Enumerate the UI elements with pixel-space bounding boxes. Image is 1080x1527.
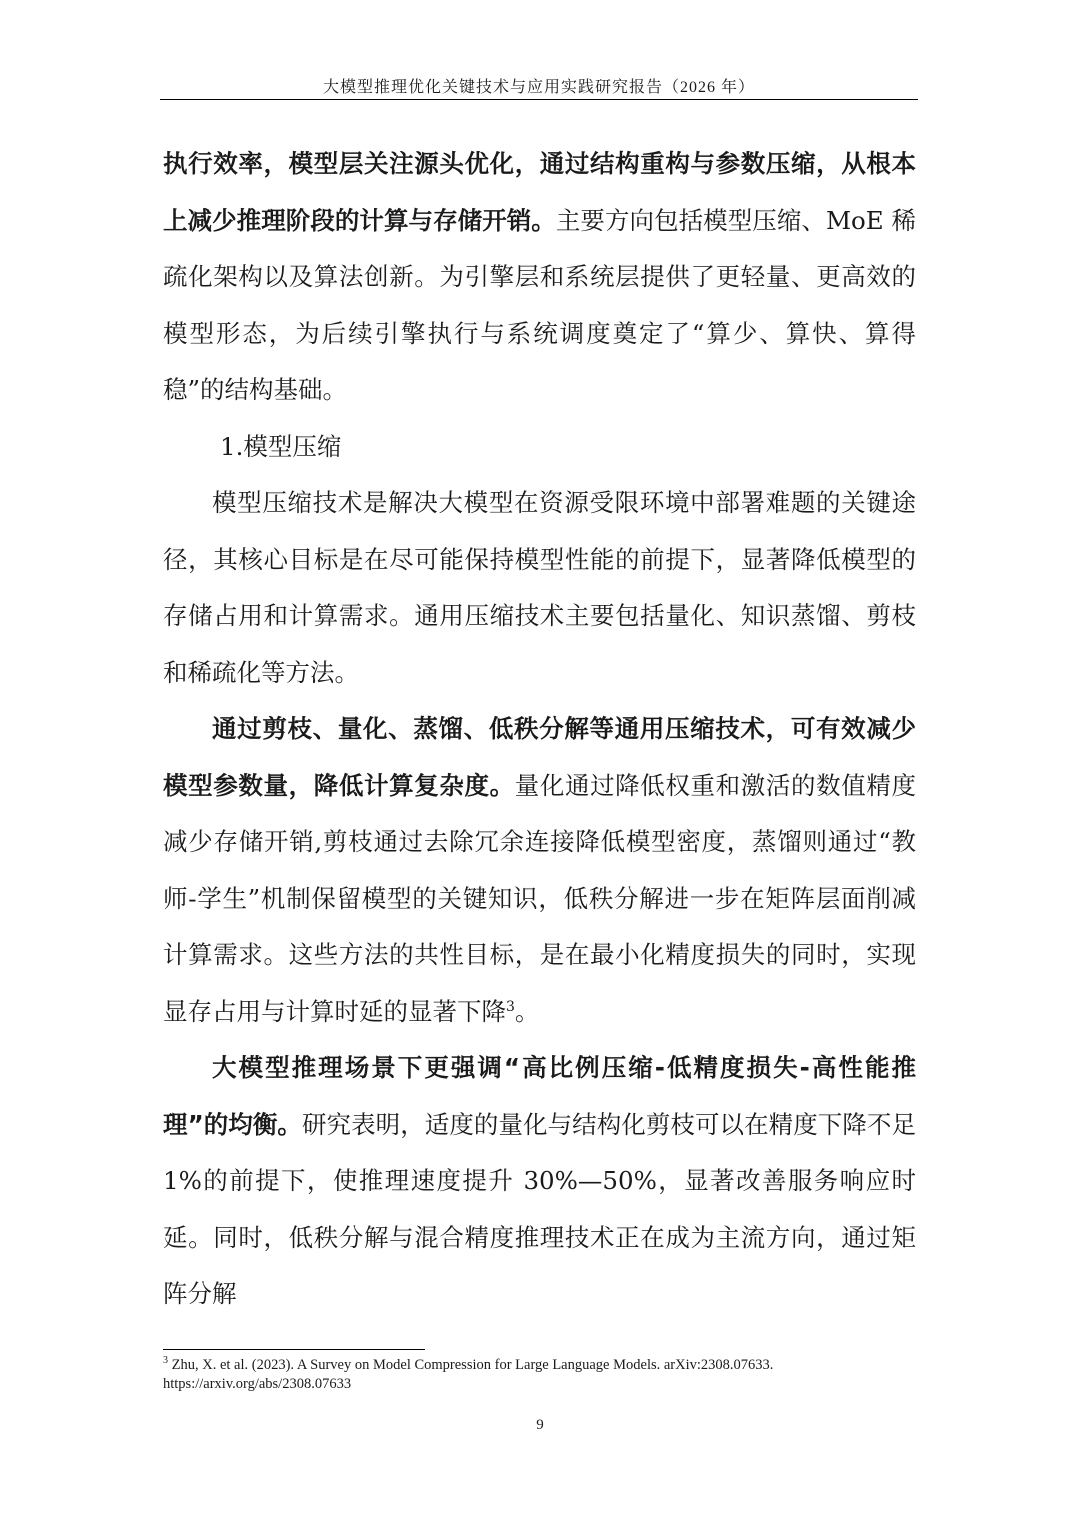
paragraph-3-text: 研究表明，适度的量化与结构化剪枝可以在精度下降不足 1%的前提下，使推理速度提升 30%—50%，显著改善服务响应时延。同时，低秩分解与混合精度推理技术正在成为主流方向，通过矩阵分解	[163, 1109, 916, 1308]
intro-paragraph	[163, 136, 916, 419]
footnote-citation: Zhu, X. et al. (2023). A Survey on Model Compression for Large Language Models. arXiv:2308.07633.	[168, 1357, 774, 1373]
page-number: 9	[536, 1417, 544, 1433]
intro-text: 主要方向包括模型压缩、MoE 稀疏化架构以及算法创新。为引擎层和系统层提供了更轻量、更高效的模型形态，为后续引擎执行与系统调度奠定了“算少、算快、算得稳”的结构基础。	[163, 205, 917, 404]
paragraph-2-end: 。	[514, 996, 540, 1026]
running-header: 大模型推理优化关键技术与应用实践研究报告（2026 年）	[322, 79, 755, 96]
header-divider	[160, 99, 918, 100]
footnote-reference[interactable]: 3	[506, 998, 515, 1015]
paragraph-2-text: 量化通过降低权重和激活的数值精度减少存储开销,剪枝通过去除冗余连接降低模型密度，蒸馏则通过“教师-学生”机制保留模型的关键知识，低秩分解进一步在矩阵层面削减计算需求。这些方法的共性目标，是在最小化精度损失的同时，实现显存占用与计算时延的显著下降	[163, 770, 917, 1026]
footnote-marker: 3	[163, 1355, 168, 1367]
paragraph-3	[163, 1040, 916, 1323]
intro-bold-text: 执行效率，模型层关注源头优化，通过结构重构与参数压缩，从根本上减少推理阶段的计算与存储开销。	[163, 149, 916, 235]
paragraph-2	[163, 701, 916, 1040]
footnote-line-1	[163, 1356, 923, 1375]
footnote	[163, 1356, 923, 1394]
footnote-divider	[163, 1349, 425, 1350]
main-content	[163, 136, 916, 1323]
section-heading: 1.模型压缩	[220, 431, 342, 461]
paragraph-2-bold: 通过剪枝、量化、蒸馏、低秩分解等通用压缩技术，可有效减少模型参数量，降低计算复杂度。	[163, 714, 916, 800]
footnote-url[interactable]: https://arxiv.org/abs/2308.07633	[163, 1376, 352, 1392]
paragraph-3-bold: 大模型推理场景下更强调“高比例压缩-低精度损失-高性能推理”的均衡。	[163, 1053, 916, 1139]
paragraph-1: 模型压缩技术是解决大模型在资源受限环境中部署难题的关键途径，其核心目标是在尽可能保持模型性能的前提下，显著降低模型的存储占用和计算需求。通用压缩技术主要包括量化、知识蒸馏、剪枝和稀疏化等方法。	[163, 488, 916, 687]
